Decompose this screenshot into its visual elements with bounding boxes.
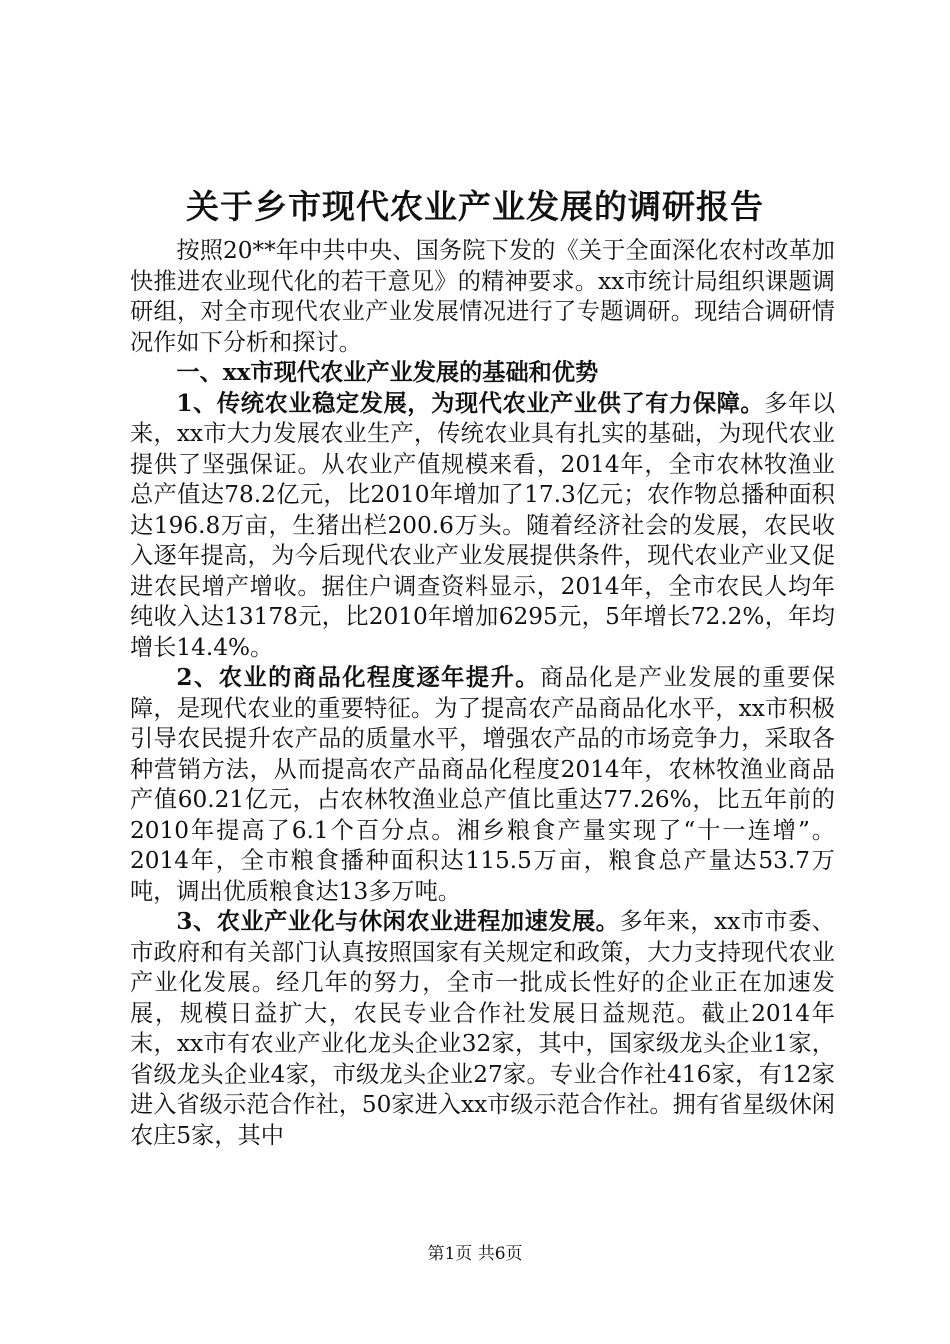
item-text-3: 多年来，xx市市委、市政府和有关部门认真按照国家有关规定和政策，大力支持现代农业产业化发展。经几年的努力，全市一批成长性好的企业正在加速发展，规模日益扩大，农民专业合作社发展日益规范。截止2014年末，xx市有农业产业化龙头企业32家，其中，国家级龙头企业1家，省级龙头企业4家，市级龙头企业27家。专业合作社416家，有12家进入省级示范合作社，50家进入xx市级示范合作社。拥有省星级休闲农庄5家，其中: [130, 908, 835, 1149]
page-footer: 第1页 共6页: [427, 1244, 523, 1264]
item-lead-3: 3、农业产业化与休闲农业进程加速发展。: [176, 908, 620, 935]
section-heading: 一、xx市现代农业产业发展的基础和优势: [176, 359, 599, 386]
intro-paragraph: 按照20**年中共中央、国务院下发的《关于全面深化农村改革加快推进农业现代化的若干意见》的精神要求。xx市统计局组织课题调研组，对全市现代农业产业发展情况进行了专题调研。现结合调研情况作如下分析和探讨。: [130, 237, 835, 356]
item-lead-2: 2、农业的商品化程度逐年提升。: [176, 664, 540, 691]
item-lead-1: 1、传统农业稳定发展，为现代农业产业供了有力保障。: [176, 389, 765, 417]
item-paragraph-1: [130, 389, 835, 664]
item-text-1: 多年以来，xx市大力发展农业生产，传统农业具有扎实的基础，为现代农业提供了坚强保证。从农业产值规模来看，2014年，全市农林牧渔业总产值达78.2亿元，比2010年增加了17.3亿元；农作物总播种面积达196.8万亩，生猪出栏200.6万头。随着经济社会的发展，农民收入逐年提高，为今后现代农业产业发展提供条件，现代农业产业又促进农民增产增收。据住户调查资料显示，2014年，全市农民人均年纯收入达13178元，比2010年增加6295元，5年增长72.2%，年均增长14.4%。: [130, 389, 835, 661]
document-title: 关于乡市现代农业产业发展的调研报告: [186, 187, 764, 226]
item-text-2: 商品化是产业发展的重要保障，是现代农业的重要特征。为了提高农产品商品化水平，xx市积极引导农民提升农产品的质量水平，增强农产品的市场竞争力，采取各种营销方法，从而提高农产品商品化程度2014年，农林牧渔业商品产值60.21亿元，占农林牧渔业总产值比重达77.26%，比五年前的2010年提高了6.1个百分点。湘乡粮食产量实现了“十一连增”。2014年，全市粮食播种面积达115.5万亩，粮食总产量达53.7万吨，调出优质粮食达13多万吨。: [130, 664, 836, 905]
item-paragraph-3: [130, 907, 835, 1151]
document-body: [130, 236, 835, 1151]
item-paragraph-2: [130, 663, 835, 907]
